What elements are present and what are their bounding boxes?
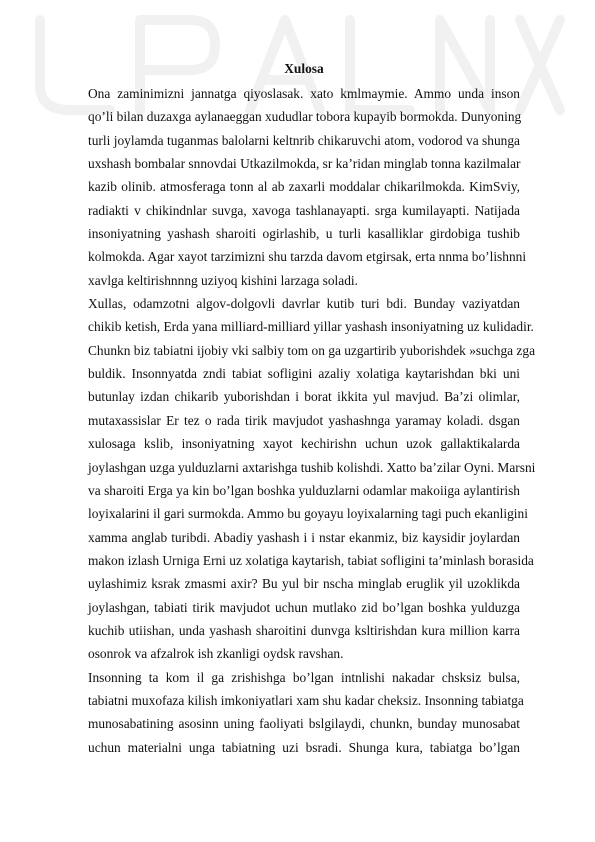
text-line: qo’li bilan duzaxga aylanaeggan xududlar tobora kupayib bormokda. Dunyoning [88,109,522,125]
text-line: radiakti v chikindnlar suvga, xavoga tashlanayapti. srga kumilayapti. Natijada [88,202,520,218]
text-line: xamma anglab turibdi. Abadiy yashash i i nstar ekanmiz, biz kaysidir joylardan [88,529,520,545]
text-line: joylashgan, tabiati tirik mavjudot uchun mutlako zid bo’lgan boshka yulduzga [88,599,520,615]
text-line: Xullas, odamzotni algov-dolgovli davrlar kutib turi bdi. Bunday vaziyatdan [88,296,520,312]
text-line: uxshash bombalar snnovdai Utkazilmokda, sr ka’ridan minglab tonna kazilmalar [88,156,521,172]
text-line: uylashimiz ksrak zmasmi axir? Bu yul bir nscha minglab eruglik yil uzoklikda [88,576,520,592]
text-line: makon izlash Urniga Erni uz xolatiga kaytarish, tabiat sofligini ta’minlash borasida [88,552,534,568]
text-line: mutaxassislar Er tez o rada tirik mavjudot yashashnga yaramay koladi. dsgan [88,412,520,428]
paragraph [88,666,524,759]
text-line: kazib olinib. atmosferaga tonn al ab zaxarli moddalar chikarilmokda. KimSviy, [88,179,520,195]
text-line: buldik. Insonnyatda zndi tabiat sofligini azaliy xolatiga kaytarishdan bki uni [88,366,520,382]
text-line: kolmokda. Agar xayot tarzimizni shu tarzda davom etgirsak, erta nnma bo’lishnni [88,249,527,265]
paragraph [88,292,536,666]
text-line: tabiatni muxofaza kilish imkoniyatlari xam shu kadar cheksiz. Insonning tabiatga [88,692,524,708]
text-line: turli joylamda tuganmas balolarni keltnrib chikaruvchi atom, vodorod va shunga [88,132,520,148]
text-line: joylashgan uzga yulduzlarni axtarishga tushib kolishdi. Xatto ba’zilar Oyni. Marsni [88,459,536,475]
document-title: Xulosa [284,61,324,76]
text-line: xulosaga kslib, insoniyatning xayot kechirishn uchun uzok gallaktikalarda [88,436,520,452]
text-line: osonrok va afzalrok ish zkanligi oydsk ravshan. [88,646,344,662]
text-line: Chunkn biz tabiatni ijobiy vki salbiy tom on ga uzgartirib yuborishdek »suchga zga [88,342,536,358]
paragraph [88,82,527,292]
text-line: Insonning ta kom il ga zrishishga bo’lgan intnlishi nakadar chsksiz bulsa, [88,669,520,685]
text-line: insoniyatning yashash sharoiti ogirlashib, u turli kasalliklar girdobiga tushib [88,226,520,242]
text-line: kuchib utiishan, unda yashash sharoitini dunvga ksltirishdan kura million karra [88,622,520,638]
text-line: munosabatining asosinn uning faoliyati bslgilaydi, chunkn, bunday munosabat [88,716,520,732]
text-line: loyixalarini il gari surmokda. Ammo bu goyayu loyixalarning tagi puch ekanligini [88,506,528,522]
text-line: uchun materialni unga tabiatning uzi bsradi. Shunga kura, tabiatga bo’lgan [88,739,520,755]
text-line: Ona zaminimizni jannatga qiyoslasak. xato kmlmaymie. Ammo unda inson [88,86,520,101]
text-line: va sharoiti Erga ya kin bo’lgan boshka yulduzlarni odamlar makoiiga aylantirish [88,482,520,498]
text-line: xavlga keltirishnnng uziyoq kishini larzaga soladi. [88,272,358,288]
text-line: chikib ketish, Erda yana milliard-milliard yillar yashash insoniyatning uz kulidadir. [88,319,534,335]
document-body [88,82,536,759]
text-line: butunlay izdan chikarib yuborishdan i borat ikkita yul mavjud. Ba’zi olimlar, [88,389,520,405]
document-page [88,60,536,759]
